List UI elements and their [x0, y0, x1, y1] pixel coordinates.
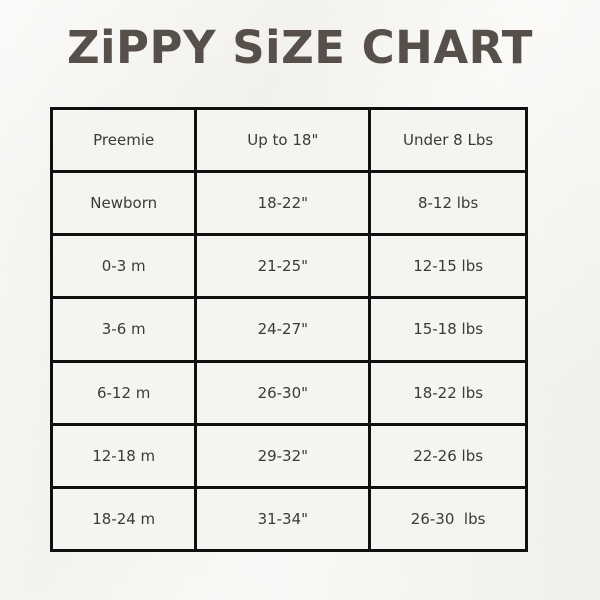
table-cell-size: 6-12 m: [52, 361, 196, 424]
table-row: [52, 424, 527, 487]
table-cell-weight: Under 8 Lbs: [370, 109, 527, 172]
table-cell-length: Up to 18": [196, 109, 370, 172]
table-row: [52, 298, 527, 361]
table-cell-length: 31-34": [196, 487, 370, 550]
table-cell-length: 26-30": [196, 361, 370, 424]
table-cell-weight: 8-12 lbs: [370, 172, 527, 235]
table-cell-size: 18-24 m: [52, 487, 196, 550]
table-cell-length: 18-22": [196, 172, 370, 235]
table-cell-length: 21-25": [196, 235, 370, 298]
table-row: [52, 109, 527, 172]
size-chart-table: [50, 107, 528, 552]
table-row: [52, 172, 527, 235]
table-cell-size: Newborn: [52, 172, 196, 235]
table-cell-weight: 12-15 lbs: [370, 235, 527, 298]
table-row: [52, 235, 527, 298]
table-cell-length: 24-27": [196, 298, 370, 361]
page-title: ZiPPY SiZE CHART: [67, 21, 533, 74]
table-cell-size: Preemie: [52, 109, 196, 172]
table-cell-size: 0-3 m: [52, 235, 196, 298]
table-cell-size: 3-6 m: [52, 298, 196, 361]
table-cell-weight: 15-18 lbs: [370, 298, 527, 361]
table-cell-weight: 26-30 lbs: [370, 487, 527, 550]
table-cell-weight: 18-22 lbs: [370, 361, 527, 424]
table-cell-length: 29-32": [196, 424, 370, 487]
table-row: [52, 487, 527, 550]
table-cell-weight: 22-26 lbs: [370, 424, 527, 487]
table-row: [52, 361, 527, 424]
table-cell-size: 12-18 m: [52, 424, 196, 487]
